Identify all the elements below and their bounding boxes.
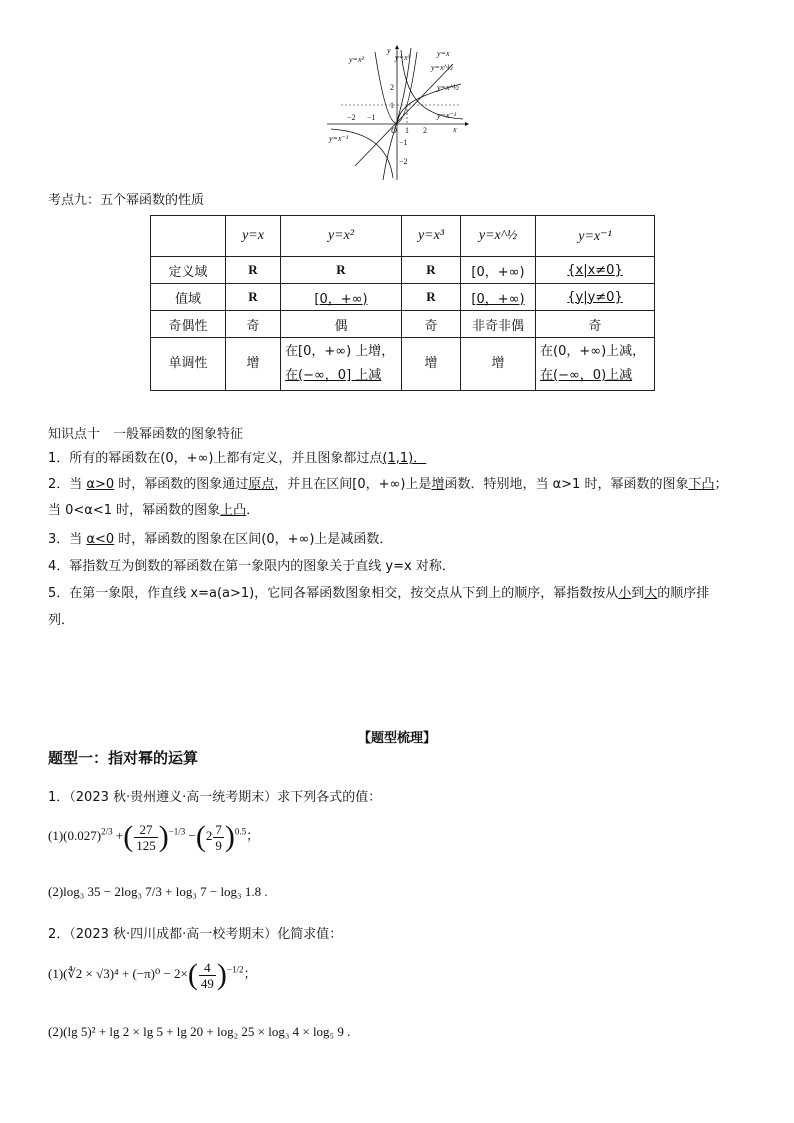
q2a-body: (∜2 × √3)⁴ + (−π)⁰ − 2× [63, 965, 188, 981]
table-cell: R [281, 257, 402, 284]
point-5b: 列． [48, 613, 75, 628]
row-label-monotonic: 单调性 [151, 338, 226, 391]
p2-b: 时，幂函数的图象通过 [114, 477, 249, 492]
label-y-x2: y=x² [349, 55, 364, 64]
type1-heading: 题型一：指对幂的运算 [48, 749, 199, 767]
mono-x2-line1: 在[0，+∞) 上增， [285, 344, 395, 359]
header-cell-empty [151, 216, 226, 257]
q1a-exp1: 2/3 [101, 826, 113, 837]
row-label-domain: 定义域 [151, 257, 226, 284]
table-cell: 奇 [536, 311, 655, 338]
header-cell-x2: y=x² [281, 216, 402, 257]
table-row [151, 257, 655, 284]
question-1: 1．（2023 秋·贵州遵义·高一统考期末）求下列各式的值： [48, 790, 382, 805]
p2-increase: 增 [431, 477, 445, 492]
table-cell: {y|y≠0} [536, 284, 655, 311]
paren-close: ) [216, 958, 227, 991]
q1a-frac: $\frac{27}{125}$ [136, 821, 156, 853]
point-5 [48, 584, 768, 604]
table-cell: 偶 [281, 311, 402, 338]
mono-inv-line2: 在(−∞，0)上减 [540, 368, 633, 383]
p2b-convex-up: 上凸 [220, 503, 247, 518]
table-cell: R [402, 257, 461, 284]
label-y-x3: y=x³ [395, 53, 410, 62]
table-cell-inv-mono [536, 338, 655, 391]
q2a-end: ； [243, 965, 257, 981]
table-cell: [0，+∞) [281, 284, 402, 311]
p2-alpha: α>0 [86, 477, 115, 492]
axis-label-y: y [387, 46, 391, 55]
table-cell: 奇 [402, 311, 461, 338]
p2-e: ； [714, 477, 728, 492]
tick-y-1: 1 [390, 101, 394, 110]
curve-y-x2 [375, 52, 417, 123]
p5-small: 小 [618, 586, 632, 601]
label-y-sqrt: y=x^½ [437, 83, 459, 92]
paren-open: ( [187, 958, 198, 991]
q2a-exp: −1/2 [226, 964, 244, 975]
table-cell: 增 [402, 338, 461, 391]
p3-b: 时，幂函数的图象在区间(0，+∞)上是减函数． [114, 532, 393, 547]
p5-large: 大 [644, 586, 658, 601]
table-row [151, 284, 655, 311]
tick-y-neg2: −2 [399, 157, 408, 166]
paren-open: ( [195, 820, 206, 853]
table-header-row [151, 216, 655, 257]
q2a-frac: $\frac{4}{49}$ [200, 959, 214, 991]
q1a-mixed-int: 2 [205, 827, 213, 843]
paren-close: ) [224, 820, 235, 853]
table-cell: [0，+∞) [461, 284, 536, 311]
p2-c: ，并且在区间[0，+∞)上是 [274, 477, 432, 492]
tick-x-neg2: −2 [347, 113, 356, 122]
tick-x-2: 2 [423, 126, 427, 135]
label-y-inv-right: y=x⁻¹ [437, 111, 457, 120]
table-cell: {x|x≠0} [536, 257, 655, 284]
y-axis-arrow [395, 45, 399, 49]
question-2: 2．（2023 秋·四川成都·高一校考期末）化简求值： [48, 927, 343, 942]
paren-open: ( [123, 820, 134, 853]
q1a-end: ； [246, 827, 260, 843]
q1a-base1: (0.027) [63, 827, 102, 843]
point-1 [48, 449, 768, 469]
table-row [151, 338, 655, 391]
q1-part2-formula: (2)log₃ 35 − 2log₃ 7/3 + log₃ 7 − log₃ 1.8 . [48, 884, 268, 899]
table-cell: [0，+∞) [461, 257, 536, 284]
mono-x2-line2: 在(−∞，0] 上减 [285, 368, 382, 383]
q2a-label: (1) [48, 965, 64, 981]
origin-label: O [391, 126, 397, 135]
section10-heading: 知识点十 一般幂函数的图象特征 [48, 427, 244, 442]
p2-origin: 原点 [248, 477, 275, 492]
point-3 [48, 530, 768, 550]
q1a-mixed-frac: $\frac{7}{9}$ [215, 821, 222, 853]
tick-y-neg1: −1 [399, 138, 408, 147]
types-heading: 【题型梳理】 [357, 731, 436, 746]
row-label-range: 值域 [151, 284, 226, 311]
table-cell: 增 [226, 338, 281, 391]
axis-label-x: x [453, 125, 457, 134]
header-cell-x3: y=x³ [402, 216, 461, 257]
q1a-exp2: −1/3 [168, 826, 186, 837]
table-cell: 非奇非偶 [461, 311, 536, 338]
table-cell: R [226, 257, 281, 284]
q1a-exp3: 0.5 [234, 826, 247, 837]
point-1-text: 1．所有的幂函数在(0，+∞)上都有定义，并且图象都过点 [48, 451, 383, 466]
point-2b [48, 501, 768, 521]
table-row [151, 311, 655, 338]
tick-x-1: 1 [405, 126, 409, 135]
section9-heading: 考点九：五个幂函数的性质 [48, 193, 205, 208]
table-cell: 奇 [226, 311, 281, 338]
p2b-a: 当 0<α<1 时，幂函数的图象 [48, 503, 221, 518]
table-cell: 增 [461, 338, 536, 391]
row-label-parity: 奇偶性 [151, 311, 226, 338]
label-y-x-half-top: y=x^½ [431, 63, 453, 72]
header-cell-inv: y=x⁻¹ [536, 216, 655, 257]
header-cell-x: y=x [226, 216, 281, 257]
x-axis-arrow [465, 122, 469, 126]
q1a-label: (1) [48, 827, 64, 843]
table-cell: R [226, 284, 281, 311]
p5-c: 的顺序排 [657, 586, 710, 601]
q2-part2-formula: (2)(lg 5)² + lg 2 × lg 5 + lg 20 + log₂ 25 × log₃ 4 × log₅ 9 . [48, 1024, 351, 1039]
q1-part1-formula: $(1)(0.027)^{2/3}$ +( $\frac{27}{125}$ )$^{-1/3}$ −(2 $\frac{7}{9}$ )$^{0.5}$； [48, 820, 260, 853]
q2-part1-formula [48, 958, 256, 992]
power-properties-table [150, 215, 655, 391]
point-2 [48, 475, 768, 495]
p2-a: 2．当 [48, 477, 87, 492]
paren-close: ) [158, 820, 169, 853]
p5-b: 到 [631, 586, 645, 601]
p3-alpha: α<0 [86, 532, 115, 547]
table-cell: R [402, 284, 461, 311]
tick-x-neg1: −1 [367, 113, 376, 122]
tick-y-2: 2 [390, 83, 394, 92]
p2b-b: ． [246, 503, 260, 518]
p2-d: 函数．特别地，当 α>1 时，幂函数的图象 [444, 477, 689, 492]
label-y-x: y=x [437, 49, 450, 58]
p3-a: 3．当 [48, 532, 87, 547]
power-function-graph [325, 44, 470, 182]
header-cell-sqrt: y=x^½ [461, 216, 536, 257]
point-1-answer: (1,1)． [382, 451, 427, 466]
mono-inv-line1: 在(0，+∞)上减， [540, 344, 646, 359]
point-4: 4．幂指数互为倒数的幂函数在第一象限内的图象关于直线 y=x 对称． [48, 559, 455, 574]
label-y-inv-left: y=x⁻¹ [329, 134, 349, 143]
table-cell-x2-mono [281, 338, 402, 391]
p5-a: 5．在第一象限，作直线 x=a(a>1)，它同各幂函数图象相交，按交点从下到上的顺序，幂指数按从 [48, 586, 619, 601]
p2-convex-down: 下凸 [688, 477, 715, 492]
